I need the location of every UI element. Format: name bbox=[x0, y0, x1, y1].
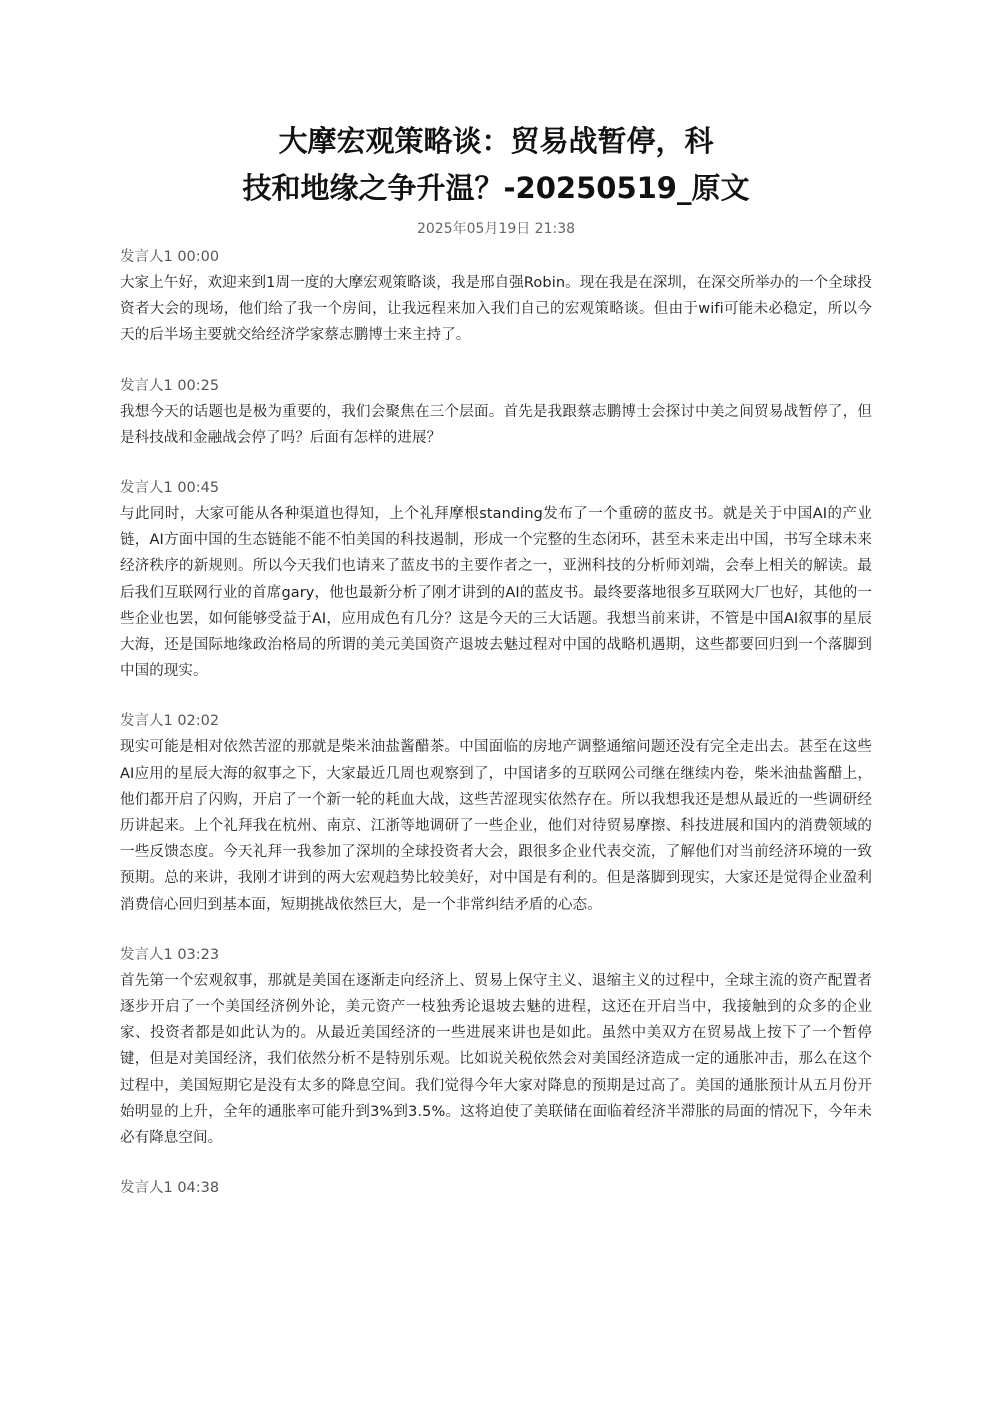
transcript-body bbox=[120, 244, 872, 1225]
document-title bbox=[120, 118, 872, 212]
document-title-line-2: 技和地缘之争升温？-20250519_原文 bbox=[242, 171, 750, 205]
transcript-paragraph: 与此同时，大家可能从各种渠道也得知，上个礼拜摩根standing发布了一个重磅的蓝皮书。就是关于中国AI的产业链，AI方面中国的生态链能不能不怕美国的科技遏制，形成一个完整的生态闭环，甚至未来走出中国，书写全球未来经济秩序的新规则。所以今天我们也请来了蓝皮书的主要作者之一，亚洲科技的分析师刘端，会奉上相关的解读。最后我们互联网行业的首席gary，他也最新分析了刚才讲到的AI的蓝皮书。最终要落地很多互联网大厂也好，其他的一些企业也罢，如何能够受益于AI，应用成色有几分？这是今天的三大话题。我想当前来讲，不管是中国AI叙事的星辰大海，还是国际地缘政治格局的所谓的美元美国资产退坡去魅过程对中国的战略机遇期，这些都要回归到一个落脚到中国的现实。 bbox=[120, 506, 872, 680]
transcript-section bbox=[120, 244, 872, 349]
transcript-paragraph: 首先第一个宏观叙事，那就是美国在逐渐走向经济上、贸易上保守主义、退缩主义的过程中，全球主流的资产配置者逐步开启了一个美国经济例外论，美元资产一枝独秀论退坡去魅的进程，这还在开启当中，我接触到的众多的企业家、投资者都是如此认为的。从最近美国经济的一些进展来讲也是如此。虽然中美双方在贸易战上按下了一个暂停键，但是对美国经济，我们依然分析不是特别乐观。比如说关税依然会对美国经济造成一定的通胀冲击，那么在这个过程中，美国短期它是没有太多的降息空间。我们觉得今年大家对降息的预期是过高了。美国的通胀预计从五月份开始明显的上升，全年的通胀率可能升到3%到3.5%。这将迫使了美联储在面临着经济半滞胀的局面的情况下，今年未必有降息空间。 bbox=[120, 972, 872, 1147]
transcript-paragraph: 我想今天的话题也是极为重要的，我们会聚焦在三个层面。首先是我跟蔡志鹏博士会探讨中美之间贸易战暂停了，但是科技战和金融战会停了吗？后面有怎样的进展？ bbox=[120, 403, 872, 446]
speaker-timestamp: 发言人1 03:23 bbox=[120, 946, 220, 963]
transcript-section bbox=[120, 475, 872, 684]
speaker-timestamp: 发言人1 02:02 bbox=[120, 713, 220, 730]
speaker-timestamp: 发言人1 00:00 bbox=[120, 249, 220, 265]
document-date: 2025年05月19日 21:38 bbox=[416, 221, 576, 237]
speaker-timestamp: 发言人1 00:25 bbox=[120, 377, 220, 394]
document-title-line-1: 大摩宏观策略谈：贸易战暂停，科 bbox=[278, 124, 714, 158]
transcript-section bbox=[120, 1175, 872, 1201]
speaker-timestamp: 发言人1 04:38 bbox=[120, 1180, 220, 1197]
speaker-timestamp: 发言人1 00:45 bbox=[120, 480, 220, 497]
transcript-section bbox=[120, 708, 872, 917]
transcript-paragraph: 大家上午好，欢迎来到1周一度的大摩宏观策略谈，我是邢自强Robin。现在我是在深圳，在深交所举办的一个全球投资者大会的现场，他们给了我一个房间，让我远程来加入我们自己的宏观策略谈。但由于wifi可能未必稳定，所以今天的后半场主要就交给经济学家蔡志鹏博士来主持了。 bbox=[120, 275, 872, 344]
transcript-section bbox=[120, 373, 872, 451]
transcript-paragraph: 现实可能是相对依然苦涩的那就是柴米油盐酱醋茶。中国面临的房地产调整通缩问题还没有完全走出去。甚至在这些AI应用的星辰大海的叙事之下，大家最近几周也观察到了，中国诸多的互联网公司继在继续内卷，柴米油盐酱醋上，他们都开启了闪购，开启了一个新一轮的耗血大战，这些苦涩现实依然存在。所以我想我还是想从最近的一些调研经历讲起来。上个礼拜我在杭州、南京、江浙等地调研了一些企业，他们对待贸易摩擦、科技进展和国内的消费领域的一些反馈态度。今天礼拜一我参加了深圳的全球投资者大会，跟很多企业代表交流，了解他们对当前经济环境的一致预期。总的来讲，我刚才讲到的两大宏观趋势比较美好，对中国是有利的。但是落脚到现实，大家还是觉得企业盈利消费信心回归到基本面，短期挑战依然巨大，是一个非常纠结矛盾的心态。 bbox=[120, 739, 872, 913]
transcript-section bbox=[120, 942, 872, 1151]
